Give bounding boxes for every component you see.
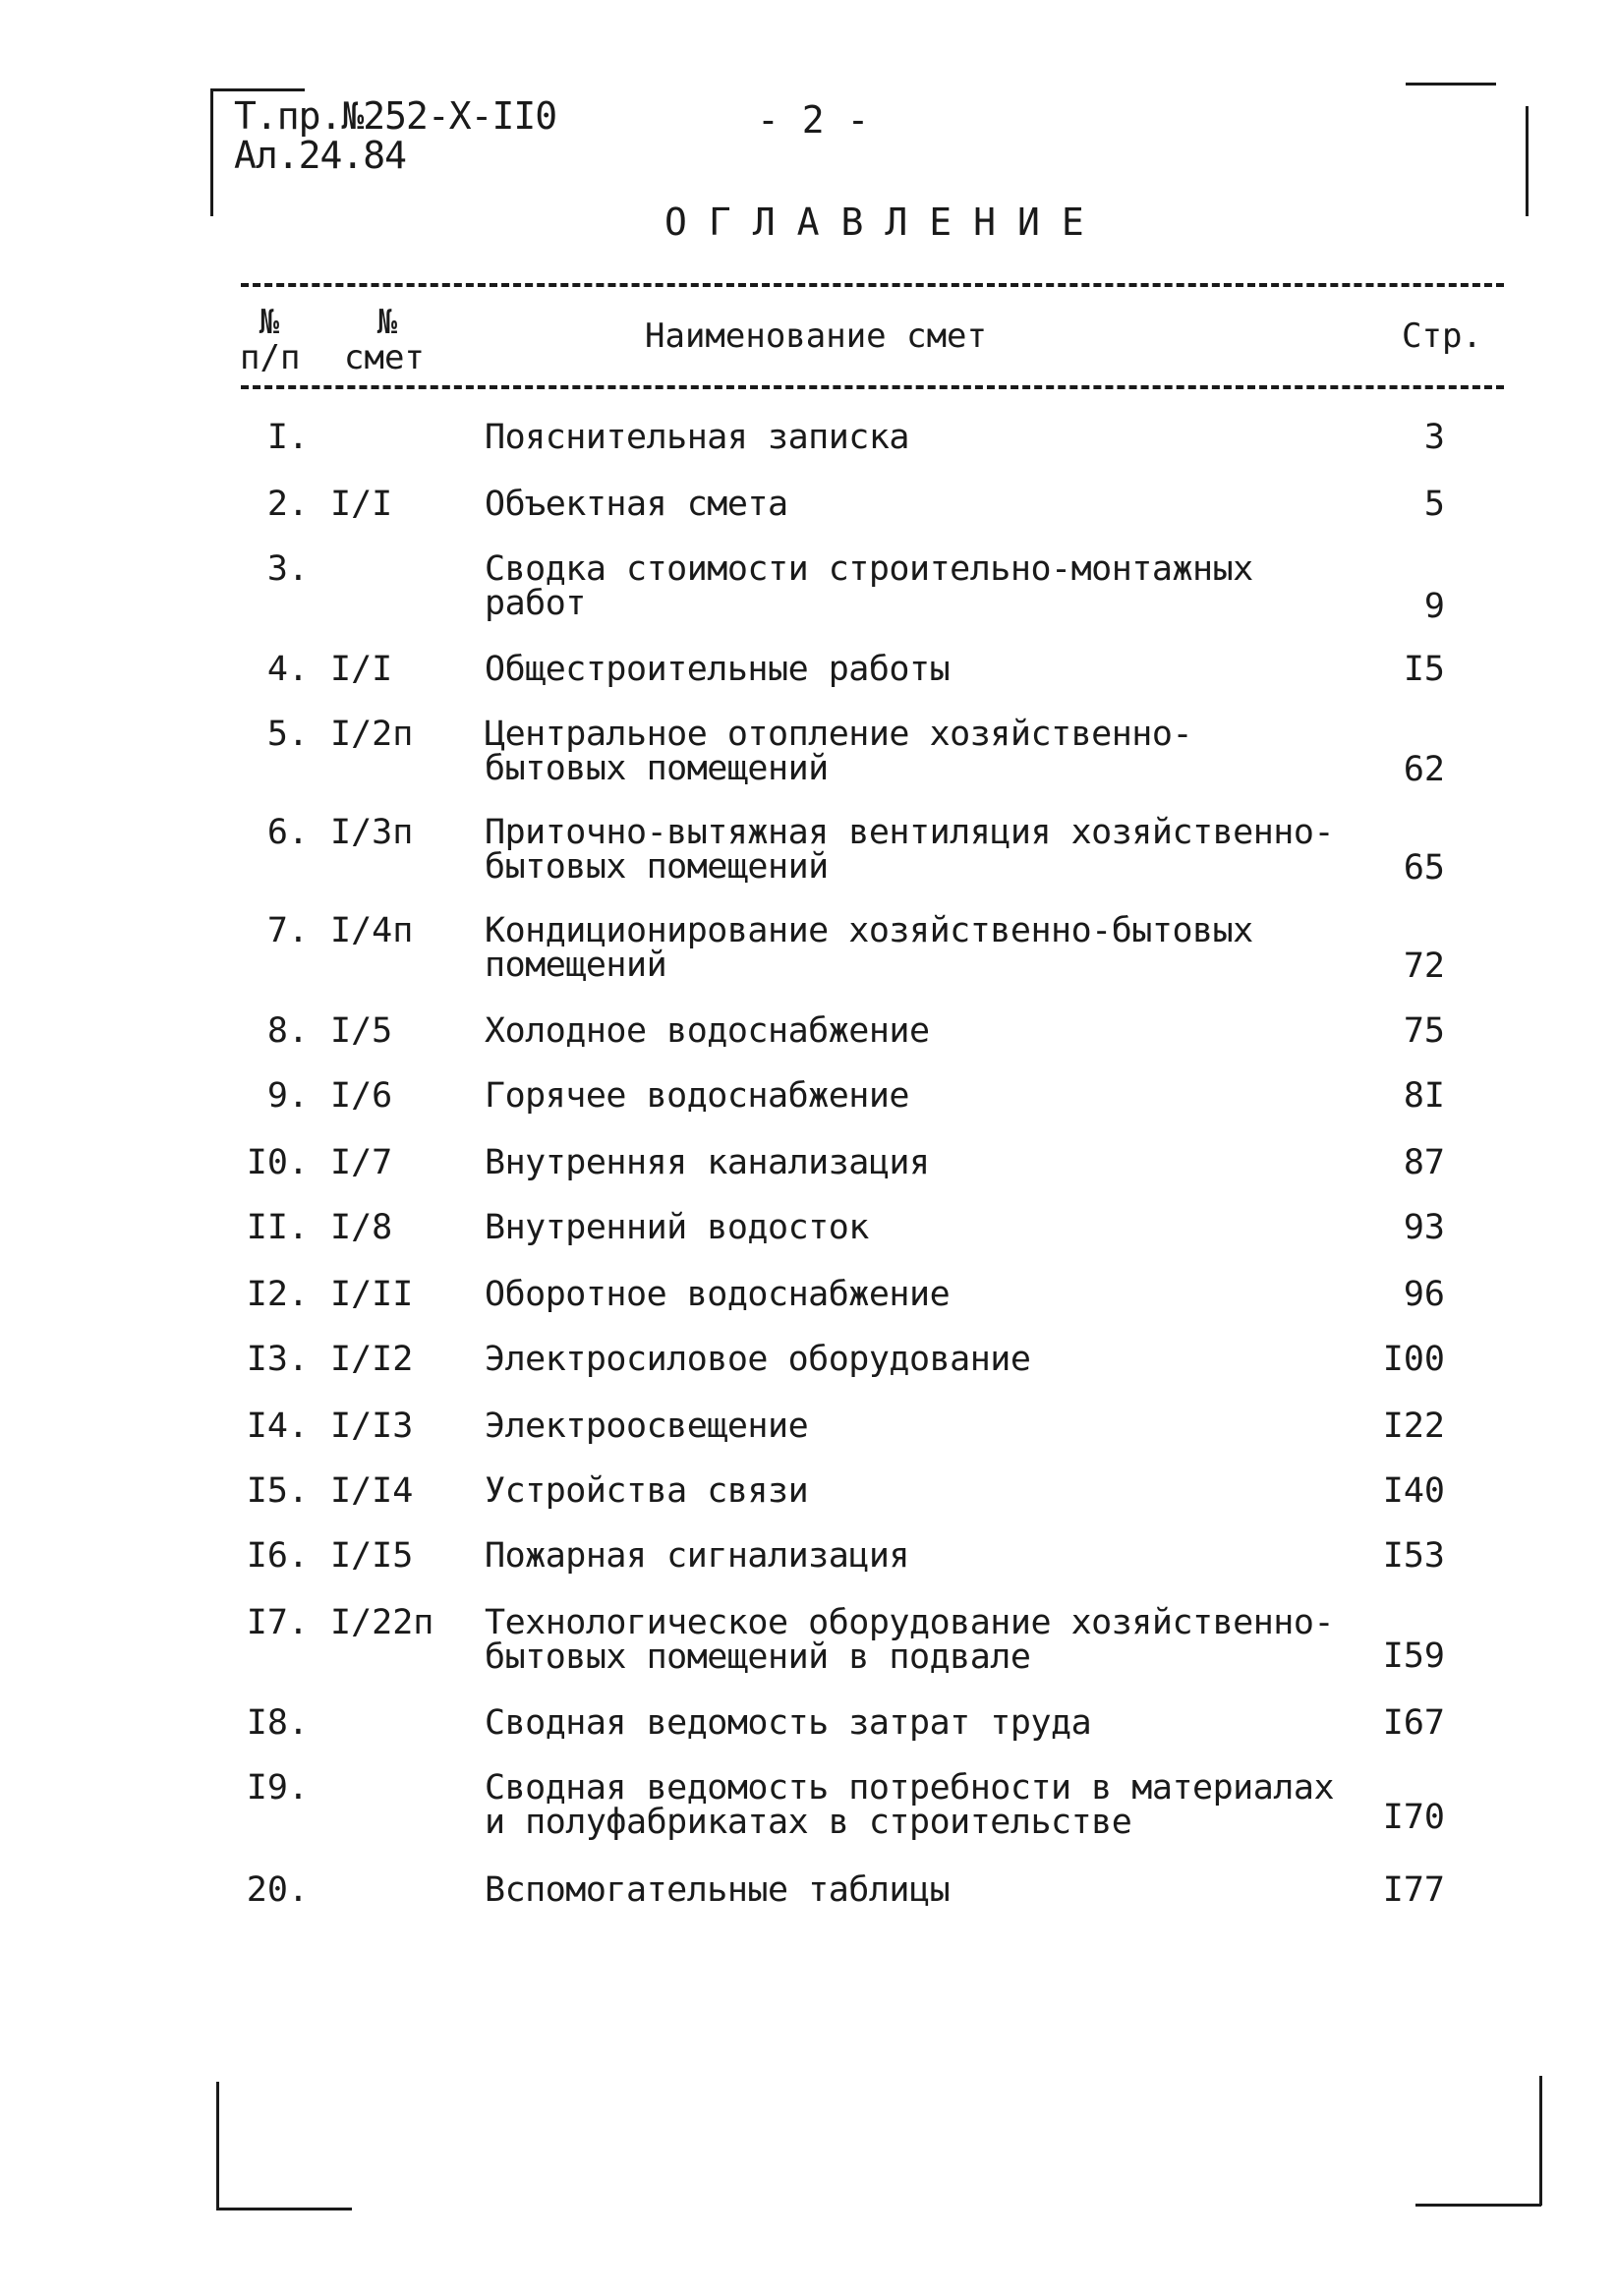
frame-corner-bottom-right — [1539, 2076, 1542, 2206]
table-header-rule — [241, 385, 1504, 389]
row-number: I5. — [246, 1471, 309, 1511]
row-name: Внутренний водосток — [485, 1208, 869, 1247]
row-page: 3 — [1423, 418, 1445, 457]
row-page: I59 — [1382, 1636, 1445, 1676]
row-page: 65 — [1403, 848, 1445, 888]
frame-corner-top-left — [210, 88, 213, 216]
row-number: I0. — [246, 1143, 309, 1182]
row-page: I5 — [1403, 650, 1445, 689]
row-page: I40 — [1382, 1471, 1445, 1511]
page-title: ОГЛАВЛЕНИЕ — [664, 201, 1106, 244]
header-num-top: № — [259, 303, 280, 342]
frame-corner-top-right — [1406, 83, 1496, 86]
document-code — [234, 96, 556, 175]
row-name: Холодное водоснабжение — [485, 1011, 930, 1051]
row-name: Электросиловое оборудование — [485, 1340, 1031, 1379]
row-page: I77 — [1382, 1870, 1445, 1910]
row-smeta-code: I/7 — [330, 1143, 393, 1182]
row-name: Общестроительные работы — [485, 650, 951, 689]
row-name: Сводная ведомость потребности в материалах и полуфабрикатах в строительстве — [485, 1768, 1335, 1842]
row-number: I8. — [246, 1703, 309, 1743]
row-smeta-code: I/4п — [330, 911, 414, 950]
row-smeta-code: I/6 — [330, 1076, 393, 1116]
row-page: 9 — [1423, 587, 1445, 626]
row-number: I9. — [246, 1768, 309, 1808]
row-name: Горячее водоснабжение — [485, 1076, 910, 1116]
row-page: I70 — [1382, 1798, 1445, 1837]
row-name: Кондиционирование хозяйственно-бытовых помещений — [485, 911, 1253, 985]
row-name: Оборотное водоснабжение — [485, 1275, 951, 1314]
row-number: I3. — [246, 1340, 309, 1379]
row-number: 3. — [266, 549, 309, 589]
row-number: 2. — [266, 485, 309, 524]
row-page: 93 — [1403, 1208, 1445, 1247]
row-smeta-code: I/I — [330, 650, 393, 689]
row-name: Центральное отопление хозяйственно- бытовых помещений — [485, 715, 1193, 788]
row-smeta-code: I/3п — [330, 813, 414, 852]
row-number: I7. — [246, 1603, 309, 1642]
row-number: 8. — [266, 1011, 309, 1051]
document-code-line-1: Т.пр.№252-Х-ІІ0 — [234, 94, 557, 138]
row-number: II. — [246, 1208, 309, 1247]
row-page: I22 — [1382, 1406, 1445, 1446]
row-number: 6. — [266, 813, 309, 852]
row-page: 5 — [1423, 485, 1445, 524]
row-name: Сводка стоимости строительно-монтажных работ — [485, 549, 1253, 623]
row-name: Внутренняя канализация — [485, 1143, 930, 1182]
row-number: I6. — [246, 1536, 309, 1576]
row-name: Пожарная сигнализация — [485, 1536, 910, 1576]
row-smeta-code: I/I4 — [330, 1471, 414, 1511]
row-number: I. — [266, 418, 309, 457]
row-smeta-code: I/22п — [330, 1603, 434, 1642]
frame-corner-bottom-left — [216, 2082, 219, 2210]
row-page: 96 — [1403, 1275, 1445, 1314]
header-num-bottom: п/п — [240, 338, 301, 377]
row-name: Вспомогательные таблицы — [485, 1870, 951, 1910]
header-smeta-bottom: смет — [344, 338, 425, 377]
row-number: 20. — [246, 1870, 309, 1910]
row-name: Сводная ведомость затрат труда — [485, 1703, 1092, 1743]
row-name: Устройства связи — [485, 1471, 809, 1511]
row-smeta-code: I/I2 — [330, 1340, 414, 1379]
row-page: 87 — [1403, 1143, 1445, 1182]
row-number: 9. — [266, 1076, 309, 1116]
row-page: I67 — [1382, 1703, 1445, 1743]
row-page: 62 — [1403, 750, 1445, 789]
row-number: I2. — [246, 1275, 309, 1314]
row-smeta-code: I/8 — [330, 1208, 393, 1247]
row-name: Объектная смета — [485, 485, 788, 524]
row-number: 7. — [266, 911, 309, 950]
row-name: Пояснительная записка — [485, 418, 910, 457]
frame-corner-bottom-right — [1415, 2204, 1541, 2207]
row-number: I4. — [246, 1406, 309, 1446]
frame-corner-bottom-left — [216, 2208, 352, 2210]
row-page: 72 — [1403, 947, 1445, 986]
row-name: Технологическое оборудование хозяйственно- бытовых помещений в подвале — [485, 1603, 1335, 1677]
row-smeta-code: I/I5 — [330, 1536, 414, 1576]
row-page: 8I — [1403, 1076, 1445, 1116]
page-number: - 2 - — [757, 98, 870, 142]
row-smeta-code: I/5 — [330, 1011, 393, 1051]
row-smeta-code: I/2п — [330, 715, 414, 754]
row-page: I53 — [1382, 1536, 1445, 1576]
table-top-rule — [241, 283, 1504, 287]
frame-corner-top-right — [1526, 106, 1529, 216]
row-smeta-code: I/II — [330, 1275, 414, 1314]
row-page: 75 — [1403, 1011, 1445, 1051]
row-smeta-code: I/I — [330, 485, 393, 524]
header-page: Стр. — [1402, 316, 1482, 356]
document-code-line-2: Ал.24.84 — [234, 134, 407, 177]
row-smeta-code: I/I3 — [330, 1406, 414, 1446]
row-name: Электроосвещение — [485, 1406, 809, 1446]
frame-corner-top-left — [210, 88, 305, 91]
row-number: 5. — [266, 715, 309, 754]
header-name: Наименование смет — [645, 316, 987, 356]
row-number: 4. — [266, 650, 309, 689]
row-page: I00 — [1382, 1340, 1445, 1379]
header-smeta-top: № — [376, 303, 398, 342]
row-name: Приточно-вытяжная вентиляция хозяйственно- бытовых помещений — [485, 813, 1335, 887]
